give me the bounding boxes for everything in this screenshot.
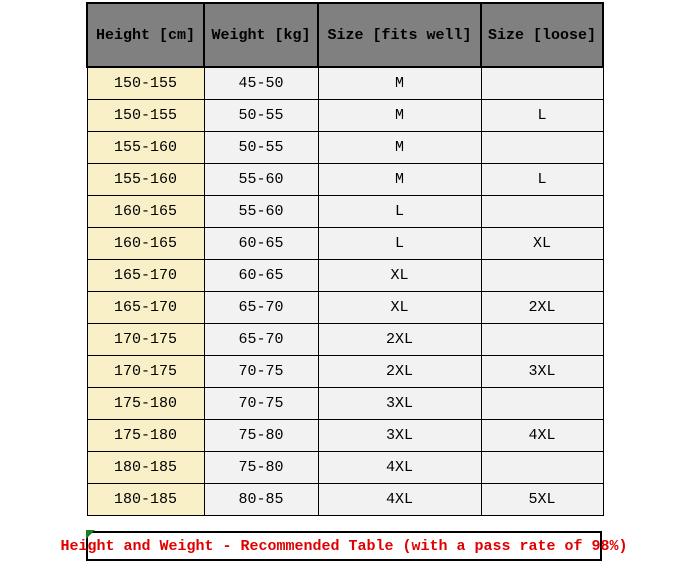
cell-height-range: 170-175: [87, 356, 204, 388]
cell-size-loose: L: [481, 164, 603, 196]
cell-size-loose: [481, 388, 603, 420]
cell-size-fits-well: XL: [318, 292, 481, 324]
cell-weight-range: 65-70: [204, 292, 318, 324]
table-row: [87, 100, 603, 132]
cell-weight-range: 55-60: [204, 164, 318, 196]
cell-height-range: 170-175: [87, 324, 204, 356]
cell-size-fits-well: L: [318, 228, 481, 260]
cell-size-fits-well: M: [318, 164, 481, 196]
column-header-size-fits-well: Size [fits well]: [318, 3, 481, 67]
cell-size-fits-well: M: [318, 67, 481, 100]
cell-height-range: 160-165: [87, 228, 204, 260]
cell-weight-range: 65-70: [204, 324, 318, 356]
cell-size-loose: 5XL: [481, 484, 603, 516]
cell-size-loose: [481, 324, 603, 356]
table-row: [87, 67, 603, 100]
cell-height-range: 180-185: [87, 484, 204, 516]
cell-weight-range: 75-80: [204, 452, 318, 484]
cell-size-loose: [481, 196, 603, 228]
table-row: [87, 292, 603, 324]
table-row: [87, 196, 603, 228]
table-row: [87, 260, 603, 292]
cell-size-fits-well: M: [318, 100, 481, 132]
table-row: [87, 420, 603, 452]
cell-weight-range: 50-55: [204, 100, 318, 132]
table-row: [87, 132, 603, 164]
cell-weight-range: 75-80: [204, 420, 318, 452]
cell-weight-range: 70-75: [204, 356, 318, 388]
table-row: [87, 388, 603, 420]
footer-note-text: Height and Weight - Recommended Table (with a pass rate of 98%): [60, 537, 628, 555]
cell-size-loose: 2XL: [481, 292, 603, 324]
cell-size-loose: [481, 67, 603, 100]
table-row: [87, 452, 603, 484]
cell-size-fits-well: 4XL: [318, 484, 481, 516]
table-body: [87, 67, 603, 516]
cell-weight-range: 60-65: [204, 260, 318, 292]
cell-weight-range: 80-85: [204, 484, 318, 516]
cell-weight-range: 50-55: [204, 132, 318, 164]
size-chart-table: [86, 2, 604, 516]
cell-height-range: 165-170: [87, 260, 204, 292]
cell-height-range: 155-160: [87, 164, 204, 196]
cell-height-range: 160-165: [87, 196, 204, 228]
cell-size-loose: 4XL: [481, 420, 603, 452]
cell-size-loose: 3XL: [481, 356, 603, 388]
cell-size-fits-well: XL: [318, 260, 481, 292]
cell-size-loose: [481, 132, 603, 164]
column-header-weight: Weight [kg]: [204, 3, 318, 67]
cell-weight-range: 55-60: [204, 196, 318, 228]
cell-size-loose: [481, 260, 603, 292]
cell-height-range: 175-180: [87, 388, 204, 420]
cell-height-range: 150-155: [87, 67, 204, 100]
cell-height-range: 150-155: [87, 100, 204, 132]
cell-weight-range: 70-75: [204, 388, 318, 420]
cell-height-range: 180-185: [87, 452, 204, 484]
cell-size-loose: L: [481, 100, 603, 132]
cell-height-range: 155-160: [87, 132, 204, 164]
table-row: [87, 324, 603, 356]
table-row: [87, 484, 603, 516]
table-row: [87, 356, 603, 388]
column-header-size-loose: Size [loose]: [481, 3, 603, 67]
header-row: [87, 3, 603, 67]
cell-size-loose: [481, 452, 603, 484]
cell-weight-range: 60-65: [204, 228, 318, 260]
table-header: [87, 3, 603, 67]
cell-size-fits-well: 3XL: [318, 420, 481, 452]
green-corner-marker-icon: [86, 530, 95, 539]
cell-size-fits-well: 3XL: [318, 388, 481, 420]
size-chart-table-container: [86, 2, 602, 516]
table-row: [87, 164, 603, 196]
cell-height-range: 165-170: [87, 292, 204, 324]
cell-weight-range: 45-50: [204, 67, 318, 100]
table-row: [87, 228, 603, 260]
cell-size-fits-well: M: [318, 132, 481, 164]
footer-note-box: [60, 531, 628, 561]
cell-height-range: 175-180: [87, 420, 204, 452]
cell-size-fits-well: L: [318, 196, 481, 228]
cell-size-loose: XL: [481, 228, 603, 260]
column-header-height: Height [cm]: [87, 3, 204, 67]
cell-size-fits-well: 2XL: [318, 324, 481, 356]
cell-size-fits-well: 4XL: [318, 452, 481, 484]
cell-size-fits-well: 2XL: [318, 356, 481, 388]
